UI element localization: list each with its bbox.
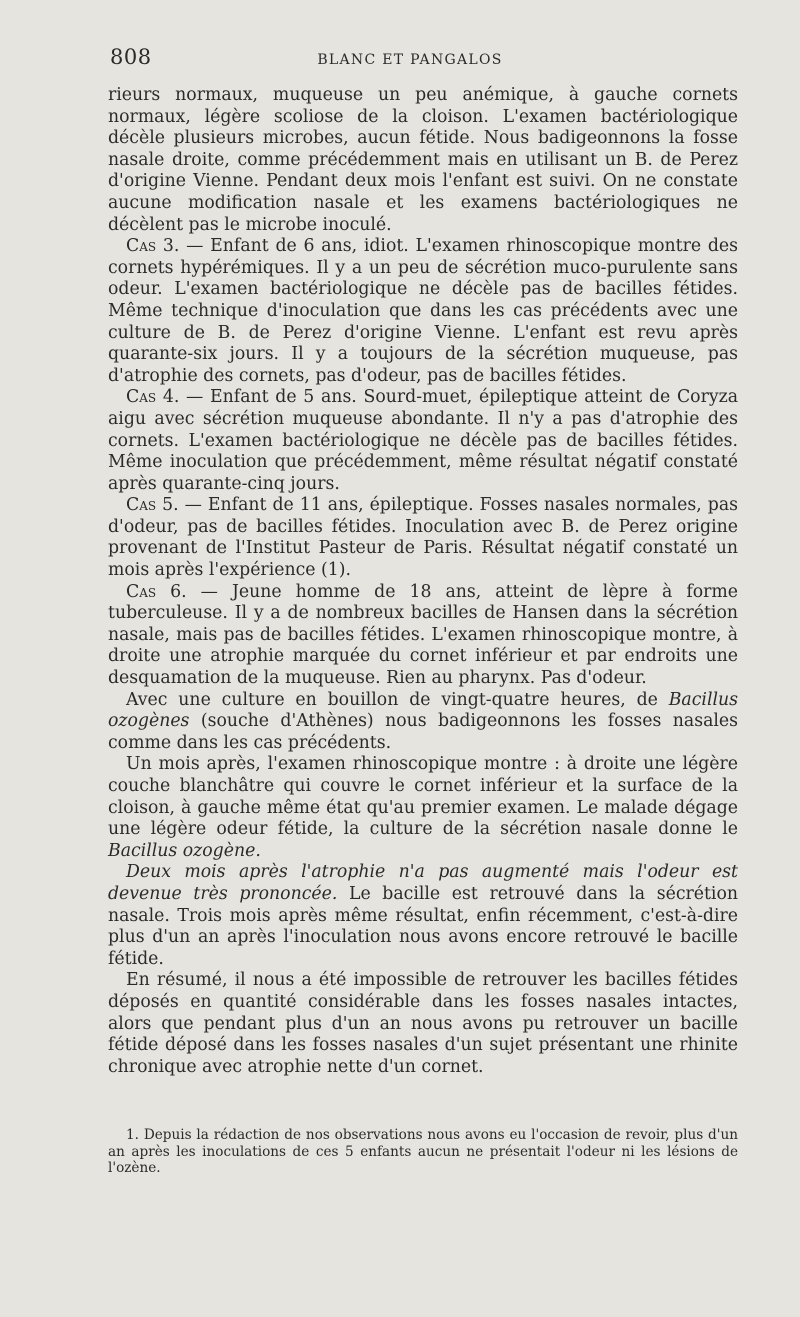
case-6 bbox=[108, 582, 738, 690]
footnote: 1. Depuis la rédaction de nos observations nous avons eu l'occasion de revoir, plus d'un an après les inoculations de ces 5 enfants aucun ne présentait l'odeur ni les lésions de l'ozène. bbox=[108, 1127, 738, 1176]
case-5-text: — Enfant de 11 ans, épileptique. Fosses nasales normales, pas d'odeur, pas de bacilles fétides. Inoculation avec B. de Perez origine provenant de l'Institut Pasteur de Paris. Résultat négatif constaté un mois après l'expérience (1). bbox=[108, 495, 739, 581]
paragraph-continuation: rieurs normaux, muqueuse un peu anémique, à gauche cornets normaux, légère scoliose de la cloison. L'examen bactériologique décèle plusieurs microbes, aucun fétide. Nous badigeonnons la fosse nasale droite, comme précédemment mais en utilisant un B. de Perez d'origine Vienne. Pendant deux mois l'enfant est suivi. On ne constate aucune modification nasale et les examens bactériologiques ne décèlent pas le microbe inoculé. bbox=[108, 85, 738, 235]
culture-text-b: (souche d'Athènes) nous badigeonnons les fosses nasales comme dans les cas précédents. bbox=[108, 711, 738, 753]
culture-species: Bacillus ozogènes bbox=[108, 689, 738, 732]
deux-mois-italic: Deux mois après l'atrophie n'a pas augmenté mais l'odeur est devenue très prononcée. bbox=[108, 862, 738, 904]
case-4 bbox=[108, 387, 738, 495]
case-3-label: Cas 3. bbox=[126, 236, 180, 257]
un-mois-text: Un mois après, l'examen rhinoscopique montre : à droite une légère couche blanchâtre qui couvre le cornet inférieur et la surface de la cloison, à gauche même état qu'au premier examen. Le malade dégage une légère odeur fétide, la culture de la sécrétion nasale donne le bbox=[108, 754, 738, 840]
deux-mois-text: Le bacille est retrouvé dans la sécrétion nasale. Trois mois après même résultat, enfin récemment, c'est-à-dire plus d'un an après l'inoculation nous avons encore retrouvé le bacille fétide. bbox=[108, 883, 738, 969]
case-4-label: Cas 4. bbox=[126, 387, 180, 408]
case-5-label: Cas 5. bbox=[126, 495, 179, 516]
case-3 bbox=[108, 236, 738, 387]
case-5 bbox=[108, 495, 738, 581]
running-title: BLANC ET PANGALOS bbox=[317, 52, 503, 68]
paragraph-resume: En résumé, il nous a été impossible de retrouver les bacilles fétides déposés en quantité considérable dans les fosses nasales intactes, alors que pendant plus d'un an nous avons pu retrouver un bacille fétide déposé dans les fosses nasales d'un sujet présentant une rhinite chronique avec atrophie nette d'un cornet. bbox=[108, 970, 738, 1077]
case-4-text: — Enfant de 5 ans. Sourd-muet, épileptique atteint de Coryza aigu avec sécrétion muqueuse abondante. Il n'y a pas d'atrophie des cornets. L'examen bactériologique ne décèle pas de bacilles fétides. Même inoculation que précédemment, même résultat négatif constaté après quarante-cinq jours. bbox=[108, 387, 739, 494]
culture-text-a: Avec une culture en bouillon de vingt-quatre heures, de bbox=[126, 689, 669, 710]
body-text bbox=[108, 85, 738, 1078]
case-6-text: — Jeune homme de 18 ans, atteint de lèpre à forme tuberculeuse. Il y a de nombreux bacilles de Hansen dans la sécrétion nasale, mais pas de bacilles fétides. L'examen rhinoscopique montre, à droite une atrophie marquée du cornet inférieur et par endroits une desquamation de la muqueuse. Rien au pharynx. Pas d'odeur. bbox=[108, 581, 738, 689]
paragraph-deux-mois bbox=[108, 862, 738, 970]
case-3-text: — Enfant de 6 ans, idiot. L'examen rhinoscopique montre des cornets hypérémiques. Il y a un peu de sécrétion muco-purulente sans odeur. L'examen bactériologique ne décèle pas de bacilles fétides. Même technique d'inoculation que dans les cas précédents avec une culture de B. de Perez d'origine Vienne. L'enfant est revu après quarante-six jours. Il y a toujours de la sécrétion muqueuse, pas d'atrophie des cornets, pas d'odeur, pas de bacilles fétides. bbox=[108, 236, 739, 386]
page-number: 808 bbox=[110, 45, 152, 69]
paragraph-culture bbox=[108, 690, 738, 755]
paragraph-un-mois bbox=[108, 754, 738, 862]
case-6-label: Cas 6. bbox=[126, 581, 187, 602]
un-mois-species: Bacillus ozogène. bbox=[108, 840, 261, 861]
